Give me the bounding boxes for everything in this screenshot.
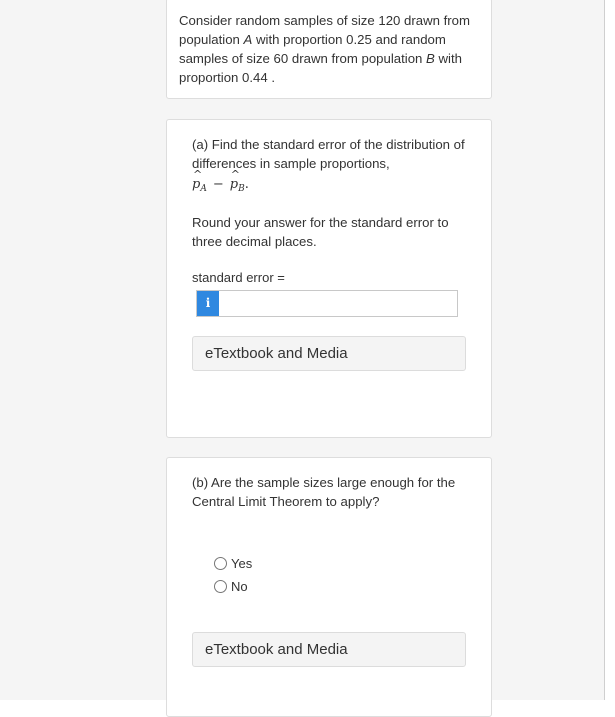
etextbook-media-button-a[interactable]: eTextbook and Media xyxy=(192,336,466,371)
p-hat-a: ^ $p_A$ xyxy=(192,168,207,194)
radio-option-no[interactable] xyxy=(214,579,248,594)
formula-period: . xyxy=(244,177,249,192)
part-a-card xyxy=(166,119,492,438)
rounding-instruction: Round your answer for the standard error to three decimal places. xyxy=(192,215,449,249)
p-hat-b: ^ $p_B$ xyxy=(229,168,245,194)
problem-statement xyxy=(179,11,481,87)
part-a-question: (a) Find the standard error of the distribution of differences in sample proportions, xyxy=(192,137,465,171)
standard-error-label: standard error = xyxy=(192,270,285,285)
part-b-question: (b) Are the sample sizes large enough for the Central Limit Theorem to apply? xyxy=(192,475,456,509)
radio-button-yes[interactable] xyxy=(214,557,227,570)
radio-button-no[interactable] xyxy=(214,580,227,593)
problem-statement-card xyxy=(166,0,492,99)
radio-label-yes: Yes xyxy=(231,556,253,571)
radio-option-yes[interactable] xyxy=(214,556,252,571)
part-b-card xyxy=(166,457,492,717)
radio-label-no: No xyxy=(231,579,248,594)
statement-text-2: with proportion 0.25 and random samples of size 60 drawn from population xyxy=(179,32,446,66)
etextbook-media-button-b[interactable]: eTextbook and Media xyxy=(192,632,466,667)
statement-text-1: Consider random samples of size 120 drawn from population xyxy=(179,13,470,47)
statement-text-3: with proportion 0.44 . xyxy=(179,51,462,85)
info-icon[interactable]: i xyxy=(197,291,219,316)
population-b-symbol: B xyxy=(426,51,435,66)
difference-formula xyxy=(192,168,249,194)
standard-error-field xyxy=(196,290,458,317)
minus-sign: − xyxy=(212,177,224,192)
population-a-symbol: A xyxy=(243,32,253,47)
standard-error-input[interactable] xyxy=(219,291,457,316)
